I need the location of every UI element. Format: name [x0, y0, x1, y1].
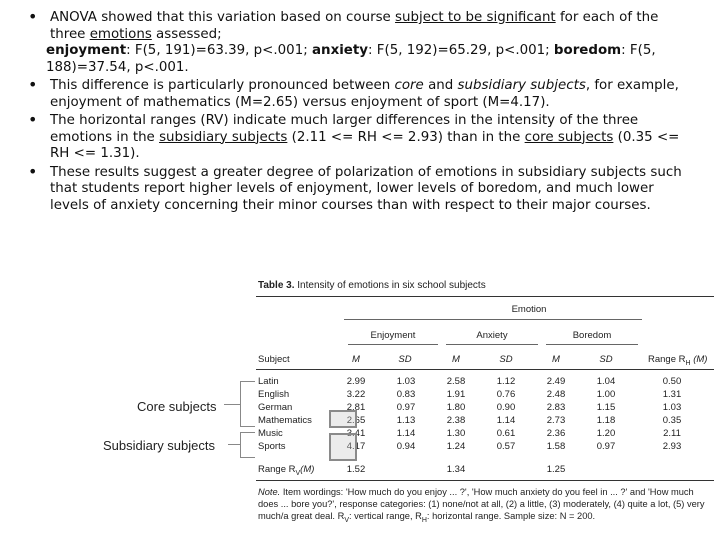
- emotion-header: Emotion: [511, 304, 547, 315]
- table-cell: 0.76: [496, 389, 516, 400]
- table-row-subject: English: [258, 389, 290, 400]
- table-cell: 1.15: [596, 402, 616, 413]
- col-bor-sd: SD: [599, 354, 613, 365]
- bullet-dot-icon: •: [28, 110, 38, 129]
- table-cell: 2.58: [446, 376, 466, 387]
- table-cell: 1.20: [596, 428, 616, 439]
- table-cell: 2.93: [662, 441, 682, 452]
- table-cell: 1.18: [596, 415, 616, 426]
- subsidiary-subjects-bracket: [240, 432, 255, 458]
- core-subjects-bracket: [240, 381, 255, 427]
- table-cell: 2.36: [546, 428, 566, 439]
- table-row-subject: German: [258, 402, 293, 413]
- table-cell: 2.83: [546, 402, 566, 413]
- anxiety-rule: [446, 344, 538, 345]
- table-cell: 2.73: [546, 415, 566, 426]
- core-subjects-label: Core subjects: [137, 399, 217, 414]
- table-row-subject: Mathematics: [258, 415, 312, 426]
- bullet-ranges: • The horizontal ranges (RV) indicate much larger differences in the intensity of the three emotions in the subsidiary subjects (2.11 <= RH <= 2.93) than in the core subjects (0.35 <= RH <= 1.31).: [28, 110, 680, 161]
- table-cell: 0.57: [496, 441, 516, 452]
- table-cell: 2.65: [346, 415, 366, 426]
- table-cell: 2.81: [346, 402, 366, 413]
- range-rv-boredom: 1.25: [546, 464, 566, 475]
- col-bor-m: M: [552, 354, 560, 365]
- highlight-mathematics-enjoyment: [329, 410, 357, 428]
- group-enjoyment: Enjoyment: [370, 330, 416, 341]
- bullet-anova: • ANOVA showed that this variation based on course subject to be significant for each of the three emotions assessed; enjoyment: F(5, 191)=63.39, p<.001; anxiety: F(5, 192)=65.29, p<.001; boredom: F(5, 188)=37.54, p<.001.: [28, 10, 688, 76]
- table-cell: 3.41: [346, 428, 366, 439]
- table-cell: 1.91: [446, 389, 466, 400]
- table-cell: 0.97: [396, 402, 416, 413]
- bullet-difference: • This difference is particularly pronounced between core and subsidiary subjects, for example, enjoyment of mathematics (M=2.65) versus enjoyment of sport (M=4.17).: [28, 75, 679, 110]
- table-row-subject: Music: [258, 428, 283, 439]
- table-row-subject: Sports: [258, 441, 286, 452]
- table-title: Table 3. Intensity of emotions in six school subjects: [258, 280, 486, 291]
- bullet-list: [28, 7, 688, 216]
- table-cell: 1.12: [496, 376, 516, 387]
- table-cell: 1.03: [396, 376, 416, 387]
- table-cell: 0.35: [662, 415, 682, 426]
- table-row-subject: Latin: [258, 376, 279, 387]
- highlight-sports-enjoyment: [329, 433, 357, 461]
- emotion-rule: [344, 319, 642, 320]
- table-cell: 1.00: [596, 389, 616, 400]
- bullet-polarization: • These results suggest a greater degree of polarization of emotions in subsidiary subjects such that students report higher levels of enjoyment, lower levels of boredom, and much lower levels of anxiety concerning their minor courses than with respect to their major courses.: [28, 161, 682, 213]
- bullet-dot-icon: •: [28, 7, 38, 26]
- table-cell: 1.14: [496, 415, 516, 426]
- table-rule-header: [256, 369, 714, 370]
- group-boredom: Boredom: [572, 330, 612, 341]
- subsidiary-connector: [228, 444, 240, 445]
- table-cell: 1.03: [662, 402, 682, 413]
- col-anx-m: M: [452, 354, 460, 365]
- bullet-dot-icon: •: [28, 161, 38, 181]
- bullet-dot-icon: •: [28, 75, 38, 94]
- enjoyment-rule: [348, 344, 438, 345]
- core-connector: [224, 404, 240, 405]
- table-cell: 0.90: [496, 402, 516, 413]
- group-anxiety: Anxiety: [476, 330, 508, 341]
- table-rule-bottom: [256, 480, 714, 481]
- boredom-rule: [546, 344, 638, 345]
- table-cell: 0.50: [662, 376, 682, 387]
- table-cell: 2.48: [546, 389, 566, 400]
- table-note: Note. Item wordings: 'How much do you enjoy ... ?', 'How much anxiety do you feel in ... ?' and 'How much does ... bore you?', response categories: (1) none/not at all, (2) a little, (3) moderately, (4) quite a lot, (5) very much/a great deal. $R_V$: vertical range, $R_H$: horizontal range. Sample size: N = 200.: [258, 487, 705, 524]
- table-cell: 2.38: [446, 415, 466, 426]
- table-rule-top: [256, 296, 714, 297]
- range-rv-enjoyment: 1.52: [346, 464, 366, 475]
- table-cell: 2.99: [346, 376, 366, 387]
- col-enj-m: M: [352, 354, 360, 365]
- table-cell: 3.22: [346, 389, 366, 400]
- table-cell: 4.17: [346, 441, 366, 452]
- table-cell: 0.83: [396, 389, 416, 400]
- range-rv-anxiety: 1.34: [446, 464, 466, 475]
- table-cell: 0.94: [396, 441, 416, 452]
- table-cell: 1.30: [446, 428, 466, 439]
- table-cell: 1.13: [396, 415, 416, 426]
- table-cell: 1.24: [446, 441, 466, 452]
- subject-header: Subject: [258, 354, 290, 365]
- table-cell: 1.14: [396, 428, 416, 439]
- table-cell: 1.31: [662, 389, 682, 400]
- table-cell: 2.49: [546, 376, 566, 387]
- subsidiary-subjects-label: Subsidiary subjects: [103, 438, 215, 453]
- emotion-table: [256, 280, 714, 536]
- table-cell: 2.11: [663, 428, 681, 439]
- table-cell: 1.04: [596, 376, 616, 387]
- anova-stats: enjoyment: F(5, 191)=63.39, p<.001; anxiety: F(5, 192)=65.29, p<.001; boredom: F(5, 188)=37.54, p<.001.: [46, 43, 656, 75]
- col-anx-sd: SD: [499, 354, 513, 365]
- table-cell: 0.61: [496, 428, 516, 439]
- table-cell: 0.97: [596, 441, 616, 452]
- col-enj-sd: SD: [398, 354, 412, 365]
- range-rv-label: Range $R_V(M)$: [258, 464, 315, 477]
- table-cell: 1.80: [446, 402, 466, 413]
- table-cell: 1.58: [546, 441, 566, 452]
- col-range: Range $R_H$ (M): [648, 354, 708, 367]
